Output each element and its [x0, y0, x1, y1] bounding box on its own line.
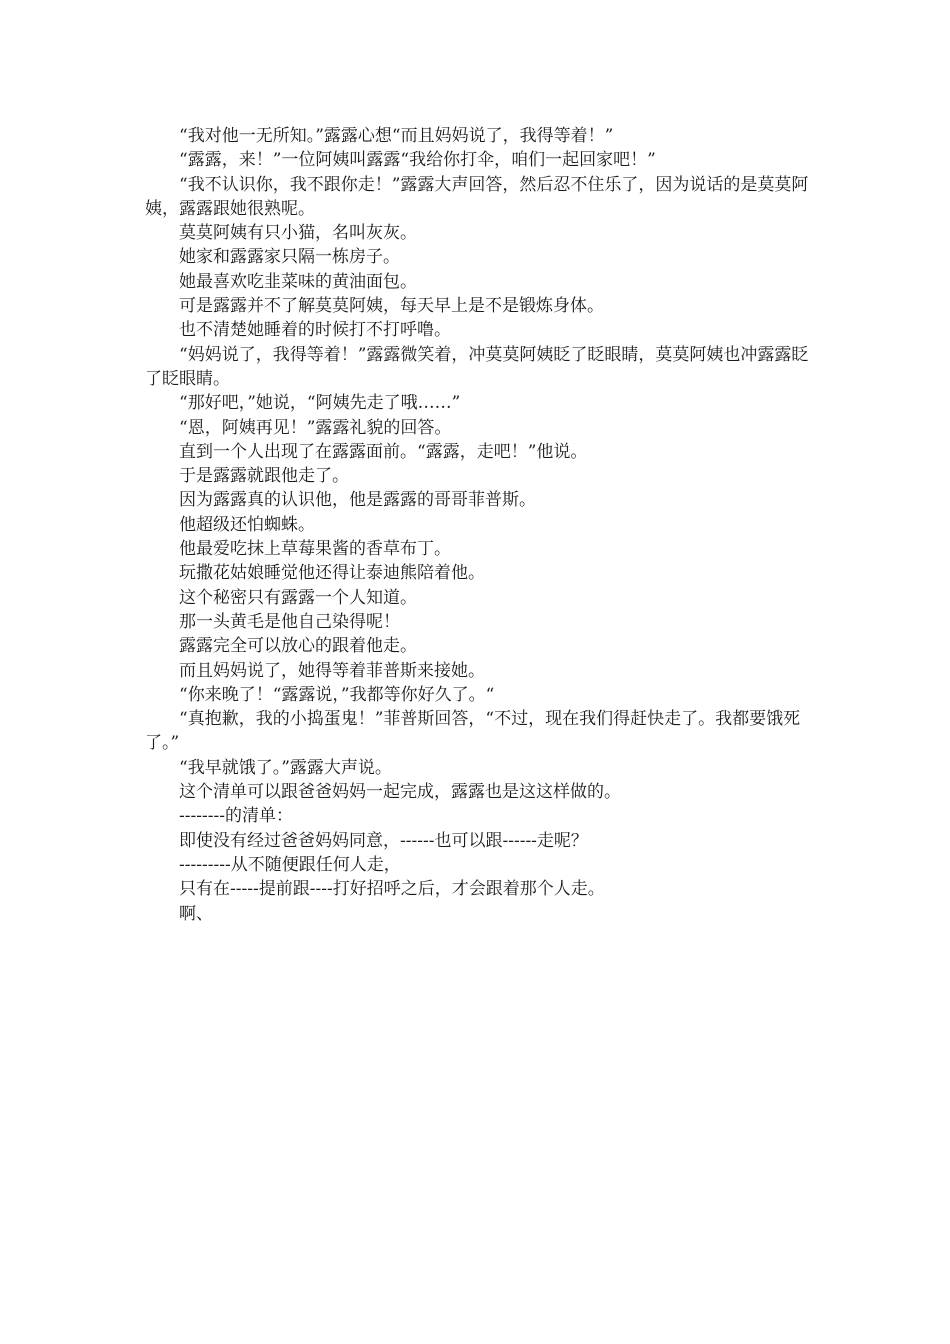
paragraph: 可是露露并不了解莫莫阿姨，每天早上是不是锻炼身体。: [179, 296, 604, 317]
paragraph: ---------从不随便跟任何人走，: [179, 854, 401, 875]
paragraph: --------的清单：: [179, 806, 293, 827]
paragraph: 直到一个人出现了在露露面前。“露露，走吧！”他说。: [179, 441, 588, 462]
paragraph: 即使没有经过爸爸妈妈同意，------也可以跟------走呢？: [179, 830, 588, 851]
paragraph: “那好吧，”她说，“阿姨先走了哦……”: [179, 393, 461, 414]
paragraph: 他最爱吃抹上草莓果酱的香草布丁。: [179, 539, 451, 560]
paragraph: 她家和露露家只隔一栋房子。: [179, 247, 400, 268]
paragraph: 这个秘密只有露露一个人知道。: [179, 587, 417, 608]
paragraph: 也不清楚她睡着的时候打不打呼噜。: [179, 320, 451, 341]
paragraph: 玩撒花姑娘睡觉他还得让泰迪熊陪着他。: [179, 563, 485, 584]
paragraph: “你来晚了！“露露说，”我都等你好久了。“: [179, 684, 495, 705]
paragraph: 只有在-----提前跟----打好招呼之后，才会跟着那个人走。: [179, 879, 605, 900]
paragraph: 啊、: [179, 903, 213, 924]
paragraph: 而且妈妈说了，她得等着菲普斯来接她。: [179, 660, 485, 681]
paragraph: 他超级还怕蜘蛛。: [179, 514, 315, 535]
paragraph: “我不认识你，我不跟你走！”露露大声回答，然后忍不住乐了，因为说话的是莫莫阿姨，露露跟她很熟呢。: [145, 174, 809, 219]
paragraph: “恩，阿姨再见！”露露礼貌的回答。: [179, 417, 452, 438]
paragraph: “我对他一无所知。”露露心想“而且妈妈说了，我得等着！”: [179, 126, 614, 146]
paragraph: “我早就饿了。”露露大声说。: [179, 757, 392, 778]
paragraph: 于是露露就跟他走了。: [179, 466, 349, 487]
paragraph: “露露，来！”一位阿姨叫露露“我给你打伞，咱们一起回家吧！”: [179, 150, 656, 171]
paragraph: 那一头黄毛是他自己染得呢！: [179, 611, 400, 632]
paragraph: 因为露露真的认识他，他是露露的哥哥菲普斯。: [179, 490, 536, 511]
paragraph: “妈妈说了，我得等着！”露露微笑着，冲莫莫阿姨眨了眨眼睛，莫莫阿姨也冲露露眨了眨眼睛。: [145, 344, 809, 389]
document-body: [145, 124, 813, 926]
paragraph: 她最喜欢吃韭菜味的黄油面包。: [179, 271, 417, 292]
paragraph: “真抱歉，我的小捣蛋鬼！”菲普斯回答，“不过，现在我们得赶快走了。我都要饿死了。”: [145, 709, 801, 754]
paragraph: 露露完全可以放心的跟着他走。: [179, 636, 417, 657]
paragraph: 莫莫阿姨有只小猫，名叫灰灰。: [179, 223, 417, 244]
paragraph: 这个清单可以跟爸爸妈妈一起完成，露露也是这这样做的。: [179, 782, 621, 803]
